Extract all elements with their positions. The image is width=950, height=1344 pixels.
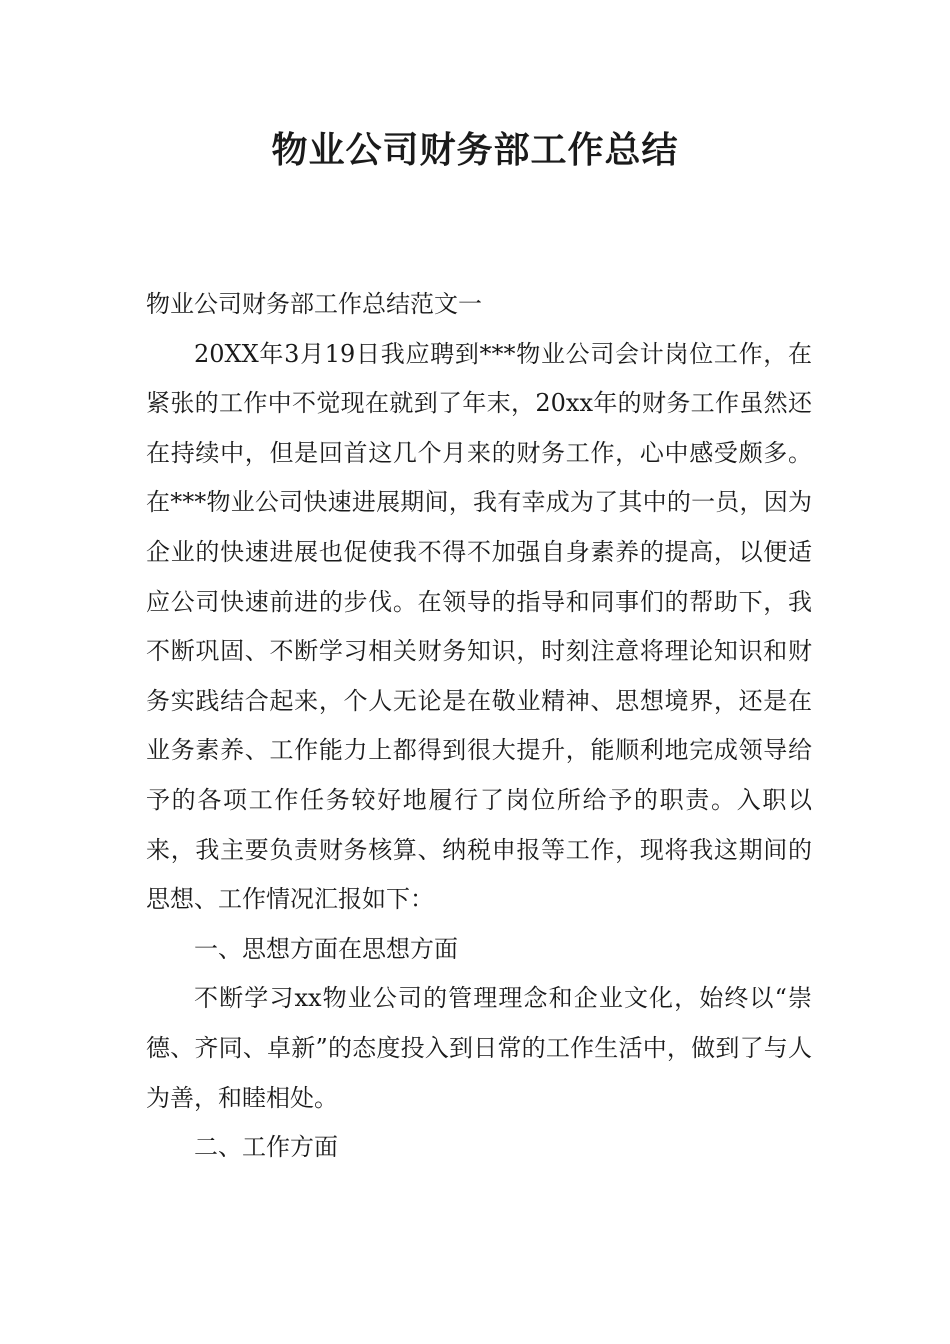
document-title: 物业公司财务部工作总结 — [271, 130, 679, 171]
paragraph-thought: 不断学习xx物业公司的管理理念和企业文化，始终以“崇德、齐同、卓新”的态度投入到日常的工作生活中，做到了与人为善，和睦相处。 — [146, 984, 812, 1112]
heading-work: 二、工作方面 — [194, 1133, 338, 1162]
section-heading: 物业公司财务部工作总结范文一 — [146, 290, 482, 318]
heading-thought: 一、思想方面在思想方面 — [194, 934, 458, 963]
paragraph-intro: 20XX年3月19日我应聘到***物业公司会计岗位工作，在紧张的工作中不觉现在就到了年末，20xx年的财务工作虽然还在持续中，但是回首这几个月来的财务工作，心中感受颇多。在***物业公司快速进展期间，我有幸成为了其中的一员，因为企业的快速进展也促使我不得不加强自身素养的提高，以便适应公司快速前进的步伐。在领导的指导和同事们的帮助下，我不断巩固、不断学习相关财务知识，时刻注意将理论知识和财务实践结合起来，个人无论是在敬业精神、思想境界，还是在业务素养、工作能力上都得到很大提升，能顺利地完成领导给予的各项工作任务较好地履行了岗位所给予的职责。入职以来，我主要负责财务核算、纳税申报等工作，现将我这期间的思想、工作情况汇报如下： — [146, 339, 812, 914]
document-body — [146, 280, 812, 1173]
